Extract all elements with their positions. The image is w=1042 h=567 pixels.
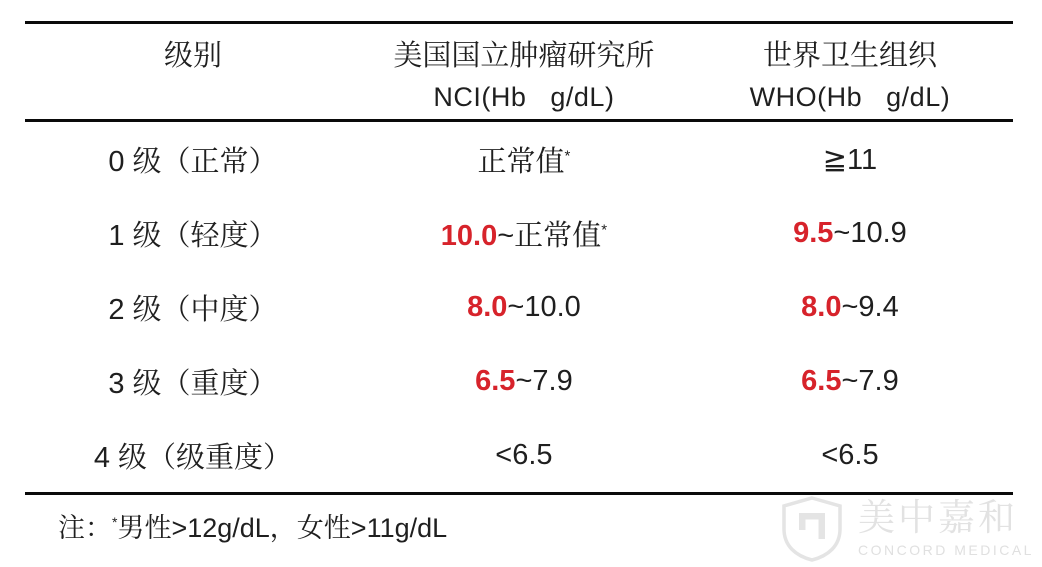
footnote-text: 男性>12g/dL，女性>11g/dL xyxy=(117,513,448,543)
who-value: ~7.9 xyxy=(841,364,899,397)
asterisk-mark: * xyxy=(112,514,118,530)
who-value: ~10.9 xyxy=(833,216,907,249)
table-row xyxy=(25,122,1013,196)
nci-red-value: 8.0 xyxy=(467,290,508,323)
header-nci-unit: NCI(Hb g/dL) xyxy=(433,82,615,112)
table-row xyxy=(25,418,1013,492)
watermark-text xyxy=(858,496,1034,558)
grade-cell: 1 级（轻度） xyxy=(108,219,278,252)
table-row xyxy=(25,344,1013,418)
who-value: ~9.4 xyxy=(841,290,899,323)
watermark-company-name: 美中嘉和 xyxy=(858,497,1018,538)
header-who xyxy=(687,24,1013,119)
grade-cell: 3 级（重度） xyxy=(108,367,278,400)
nci-cell xyxy=(361,139,687,180)
footnote-prefix: 注： xyxy=(58,513,112,543)
who-cell xyxy=(687,142,1013,177)
who-value: ≧11 xyxy=(822,143,878,176)
header-grade-label: 级别 xyxy=(163,40,222,72)
header-nci xyxy=(361,24,687,119)
grade-cell: 4 级（级重度） xyxy=(93,441,293,474)
who-cell xyxy=(687,217,1013,250)
nci-value: ~正常值 xyxy=(497,219,602,252)
nci-value: 正常值 xyxy=(477,145,565,178)
header-who-name: 世界卫生组织 xyxy=(762,40,937,72)
table-row xyxy=(25,270,1013,344)
watermark-company-subtitle: CONCORD MEDICAL xyxy=(858,542,1034,558)
table-row xyxy=(25,196,1013,270)
header-nci-name: 美国国立肿瘤研究所 xyxy=(393,40,655,72)
asterisk-mark: * xyxy=(564,146,571,164)
nci-cell xyxy=(361,365,687,398)
who-red-value: 8.0 xyxy=(801,290,842,323)
nci-value: ~10.0 xyxy=(507,290,581,323)
nci-cell xyxy=(361,439,687,472)
nci-cell xyxy=(361,291,687,324)
who-value: <6.5 xyxy=(821,438,879,471)
nci-cell xyxy=(361,213,687,254)
who-red-value: 6.5 xyxy=(801,364,842,397)
concord-medical-watermark xyxy=(780,496,1034,567)
who-cell xyxy=(687,291,1013,324)
grade-cell: 2 级（中度） xyxy=(108,293,278,326)
header-grade xyxy=(25,24,361,119)
shield-logo-icon xyxy=(780,496,844,567)
anemia-grading-table xyxy=(25,21,1013,495)
grade-cell: 0 级（正常） xyxy=(108,145,278,178)
nci-red-value: 10.0 xyxy=(440,219,498,252)
nci-red-value: 6.5 xyxy=(475,364,516,397)
who-cell xyxy=(687,439,1013,472)
asterisk-mark: * xyxy=(601,220,608,238)
footnote xyxy=(58,506,447,545)
nci-value: <6.5 xyxy=(495,438,553,471)
who-cell xyxy=(687,365,1013,398)
table-header-row xyxy=(25,24,1013,122)
nci-value: ~7.9 xyxy=(515,364,573,397)
who-red-value: 9.5 xyxy=(793,216,834,249)
header-who-unit: WHO(Hb g/dL) xyxy=(749,82,951,112)
